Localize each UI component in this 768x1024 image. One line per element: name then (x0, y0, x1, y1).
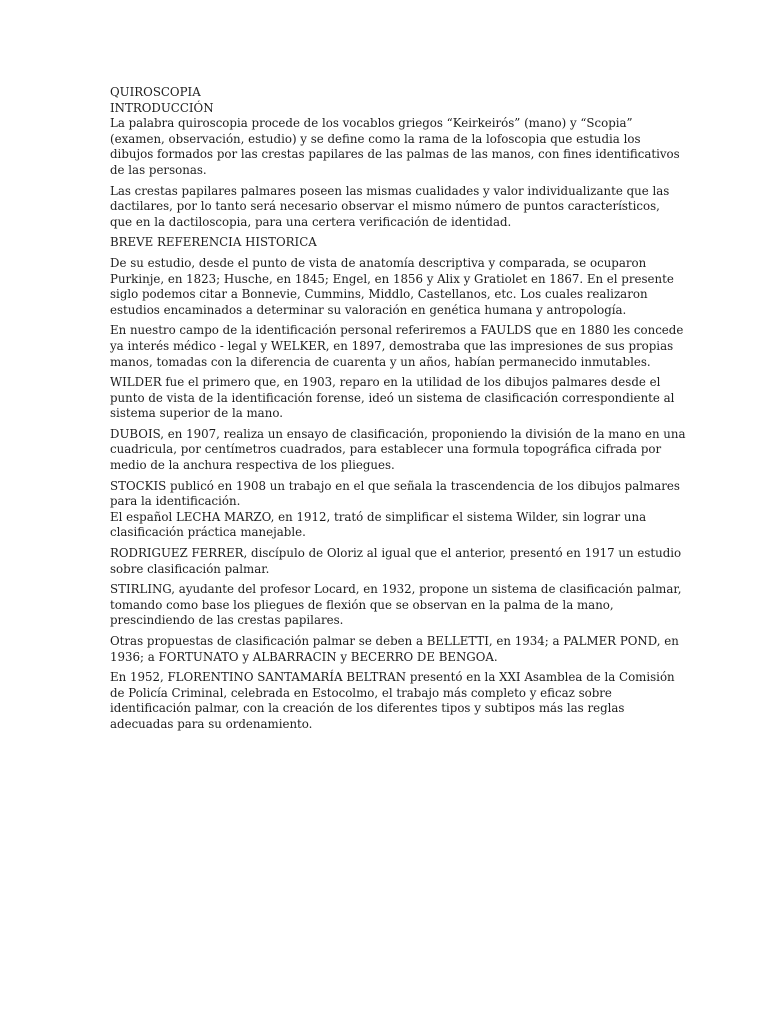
paragraph-line: dibujos formados por las crestas papilares de las palmas de las manos, con fines identificativos (110, 147, 680, 162)
paragraph-line: prescindiendo de las crestas papilares. (110, 613, 344, 628)
paragraph (110, 323, 684, 370)
paragraph-line: tomando como base los pliegues de flexión que se observan en la palma de la mano, (110, 597, 614, 612)
paragraph-line: (examen, observación, estudio) y se define como la rama de la lofoscopia que estudia los (110, 131, 641, 146)
paragraph-line: Purkinje, en 1823; Husche, en 1845; Engel, en 1856 y Alix y Gratiolet en 1867. En el presente (110, 271, 674, 286)
paragraph-line: STOCKIS publicó en 1908 un trabajo en el que señala la trascendencia de los dibujos palmares (110, 478, 680, 493)
paragraph (110, 582, 682, 629)
paragraph (110, 478, 680, 541)
paragraph (110, 546, 682, 577)
paragraph-line: En 1952, FLORENTINO SANTAMARÍA BELTRAN presentó en la XXI Asamblea de la Comisión (110, 670, 675, 685)
paragraph (110, 183, 670, 231)
paragraph-line: RODRIGUEZ FERRER, discípulo de Oloriz al igual que el anterior, presentó en 1917 un estudio (110, 546, 682, 561)
paragraph-line: de Policía Criminal, celebrada en Estocolmo, el trabajo más completo y eficaz sobre (110, 685, 612, 700)
paragraph (110, 634, 679, 665)
paragraph-line: siglo podemos citar a Bonnevie, Cummins, Middlo, Castellanos, etc. Los cuales realizaron (110, 287, 648, 302)
paragraph-line: que en la dactiloscopia, para una certera verificación de identidad. (110, 214, 512, 229)
paragraph (110, 116, 680, 178)
paragraph (110, 426, 686, 474)
paragraph-line: manos, tomadas con la diferencia de cuarenta y un años, habían permanecido inmutables. (110, 354, 651, 369)
paragraph-line: En nuestro campo de la identificación personal referiremos a FAULDS que en 1880 les concede (110, 323, 684, 338)
paragraph (110, 375, 675, 422)
paragraph-line: 1936; a FORTUNATO y ALBARRACIN y BECERRO DE BENGOA. (110, 649, 498, 664)
paragraph-line: Las crestas papilares palmares poseen las mismas cualidades y valor individualizante que las (110, 183, 670, 198)
paragraph-line: adecuadas para su ordenamiento. (110, 716, 313, 731)
document-page (110, 85, 686, 738)
paragraph-line: Otras propuestas de clasificación palmar se deben a BELLETTI, en 1934; a PALMER POND, en (110, 634, 679, 648)
history-heading: BREVE REFERENCIA HISTORICA (110, 235, 317, 250)
paragraph-line: sistema superior de la mano. (110, 406, 283, 421)
paragraph-line: estudios encaminados a determinar su valoración en genética humana y antropología. (110, 302, 627, 317)
intro-heading: INTRODUCCIÓN (110, 100, 214, 115)
paragraph-line: sobre clasificación palmar. (110, 561, 270, 576)
paragraph-line: de las personas. (110, 162, 207, 177)
paragraph (110, 255, 674, 318)
paragraph-line: ya interés médico - legal y WELKER, en 1897, demostraba que las impresiones de sus propias (110, 338, 674, 353)
history-heading-block (110, 235, 660, 251)
paragraph-line: De su estudio, desde el punto de vista de anatomía descriptiva y comparada, se ocuparon (110, 255, 647, 270)
paragraph-line: cuadricula, por centímetros cuadrados, para establecer una formula topográfica cifrada por (110, 442, 662, 457)
document-title: QUIROSCOPIA (110, 85, 201, 99)
paragraph-line: medio de la anchura respectiva de los pliegues. (110, 458, 395, 473)
paragraph-line: WILDER fue el primero que, en 1903, reparo en la utilidad de los dibujos palmares desde el (110, 375, 661, 390)
paragraph-line: STIRLING, ayudante del profesor Locard, en 1932, propone un sistema de clasificación palmar, (110, 582, 682, 597)
paragraph-line: clasificación práctica manejable. (110, 525, 306, 540)
paragraph-line: El español LECHA MARZO, en 1912, trató de simplificar el sistema Wilder, sin lograr una (110, 509, 647, 524)
paragraph-line: DUBOIS, en 1907, realiza un ensayo de clasificación, proponiendo la división de la mano en una (110, 426, 686, 441)
paragraph-line: dactilares, por lo tanto será necesario observar el mismo número de puntos característicos, (110, 199, 660, 214)
paragraph-line: para la identificación. (110, 494, 241, 509)
paragraph-line: punto de vista de la identificación forense, ideó un sistema de clasificación correspondiente al (110, 390, 675, 405)
paragraph-line: La palabra quiroscopia procede de los vocablos griegos “Keirkeirós” (mano) y “Scopia” (110, 116, 633, 131)
paragraph (110, 670, 675, 732)
paragraph-line: identificación palmar, con la creación de los diferentes tipos y subtipos más las reglas (110, 701, 625, 716)
